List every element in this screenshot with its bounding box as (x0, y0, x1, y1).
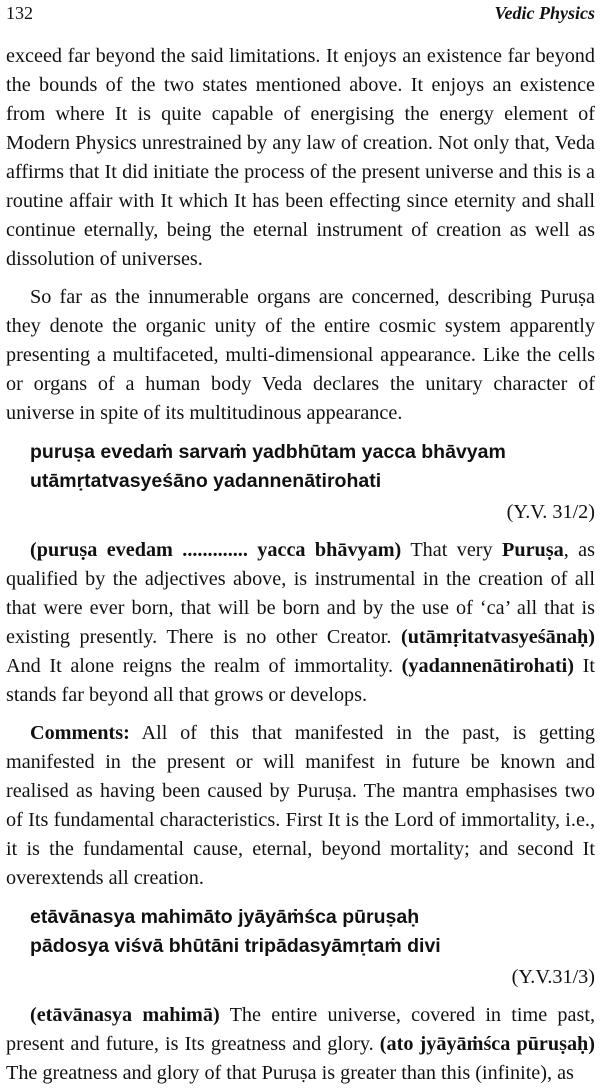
paragraph: So far as the innumerable organs are concerned, describing Puruṣa they denote the organic unity of the entire cosmic system apparently presenting a multifaceted, multi-dimensional appearance. Like the cells or organs of a human body Veda declares the unitary character of universe in spite of its multitudinous appearance. (6, 286, 595, 424)
sanskrit-term: Puruṣa (502, 539, 564, 561)
comments-text: All of this that manifested in the past, is getting manifested in the present or will manifest in future be known and realised as having been caused by Puruṣa. The mantra emphasises two of Its fundamental characteristics. First It is the Lord of immortality, i.e., it is the fundamental cause, eternal, beyond mortality; and second It overextends all creation. (6, 722, 595, 889)
sanskrit-term: (utāmṛitatvasyeśānaḥ) (400, 626, 595, 648)
sanskrit-term: (puruṣa evedam ............. yacca bhāvyam) (30, 539, 402, 561)
verse-reference: (Y.V. 31/2) (506, 501, 595, 523)
page-header (6, 0, 595, 30)
commentary-text: , as qualified by the adjectives above, is instrumental in the creation of all that were ever born, that will be born and by the use of ‘ca’ all that is existing presently. There is no other Creator. (6, 539, 595, 648)
commentary-text: It stands far beyond all that grows or develops. (6, 655, 595, 706)
commentary-text: That very (401, 539, 503, 561)
sanskrit-term: (ato jyāyāṁśca pūruṣaḥ) (379, 1033, 596, 1055)
page-body (6, 42, 595, 1088)
commentary-text: The entire universe, covered in time past, present and future, is Its greatness and glory. (6, 1004, 595, 1055)
sanskrit-term: (etāvānasya mahimā) (30, 1004, 220, 1026)
verse-reference: (Y.V.31/3) (511, 966, 595, 988)
page-number: 132 (6, 3, 33, 23)
verse-line: utāmṛtatvasyeśāno yadannenātirohati (30, 470, 382, 492)
verse-commentary (6, 1001, 595, 1088)
comments-paragraph (6, 719, 595, 893)
sanskrit-verse (30, 903, 595, 961)
commentary-text: The greatness and glory of that Puruṣa is greater than this (infinite), as (6, 1062, 574, 1084)
verse-commentary (6, 536, 595, 710)
running-title: Vedic Physics (494, 3, 595, 23)
sanskrit-verse (30, 438, 595, 496)
verse-line: etāvānasya mahimāto jyāyāṁśca pūruṣaḥ (30, 906, 420, 928)
paragraph: exceed far beyond the said limitations. It enjoys an existence far beyond the bounds of the two states mentioned above. It enjoys an existence from where It is quite capable of energising the energy element of Modern Physics unrestrained by any law of creation. Not only that, Veda affirms that It did initiate the process of the present universe and this is a routine affair with It which It has been effecting since eternity and shall continue eternally, being the eternal instrument of creation as well as dissolution of universes. (6, 45, 595, 270)
comments-label: Comments: (30, 722, 130, 744)
sanskrit-term: (yadannenātirohati) (401, 655, 575, 677)
verse-line: pādosya viśvā bhūtāni tripādasyāmṛtaṁ divi (30, 935, 441, 957)
commentary-text: And It alone reigns the realm of immortality. (6, 655, 402, 677)
verse-line: puruṣa evedaṁ sarvaṁ yadbhūtam yacca bhāvyam (30, 441, 506, 463)
